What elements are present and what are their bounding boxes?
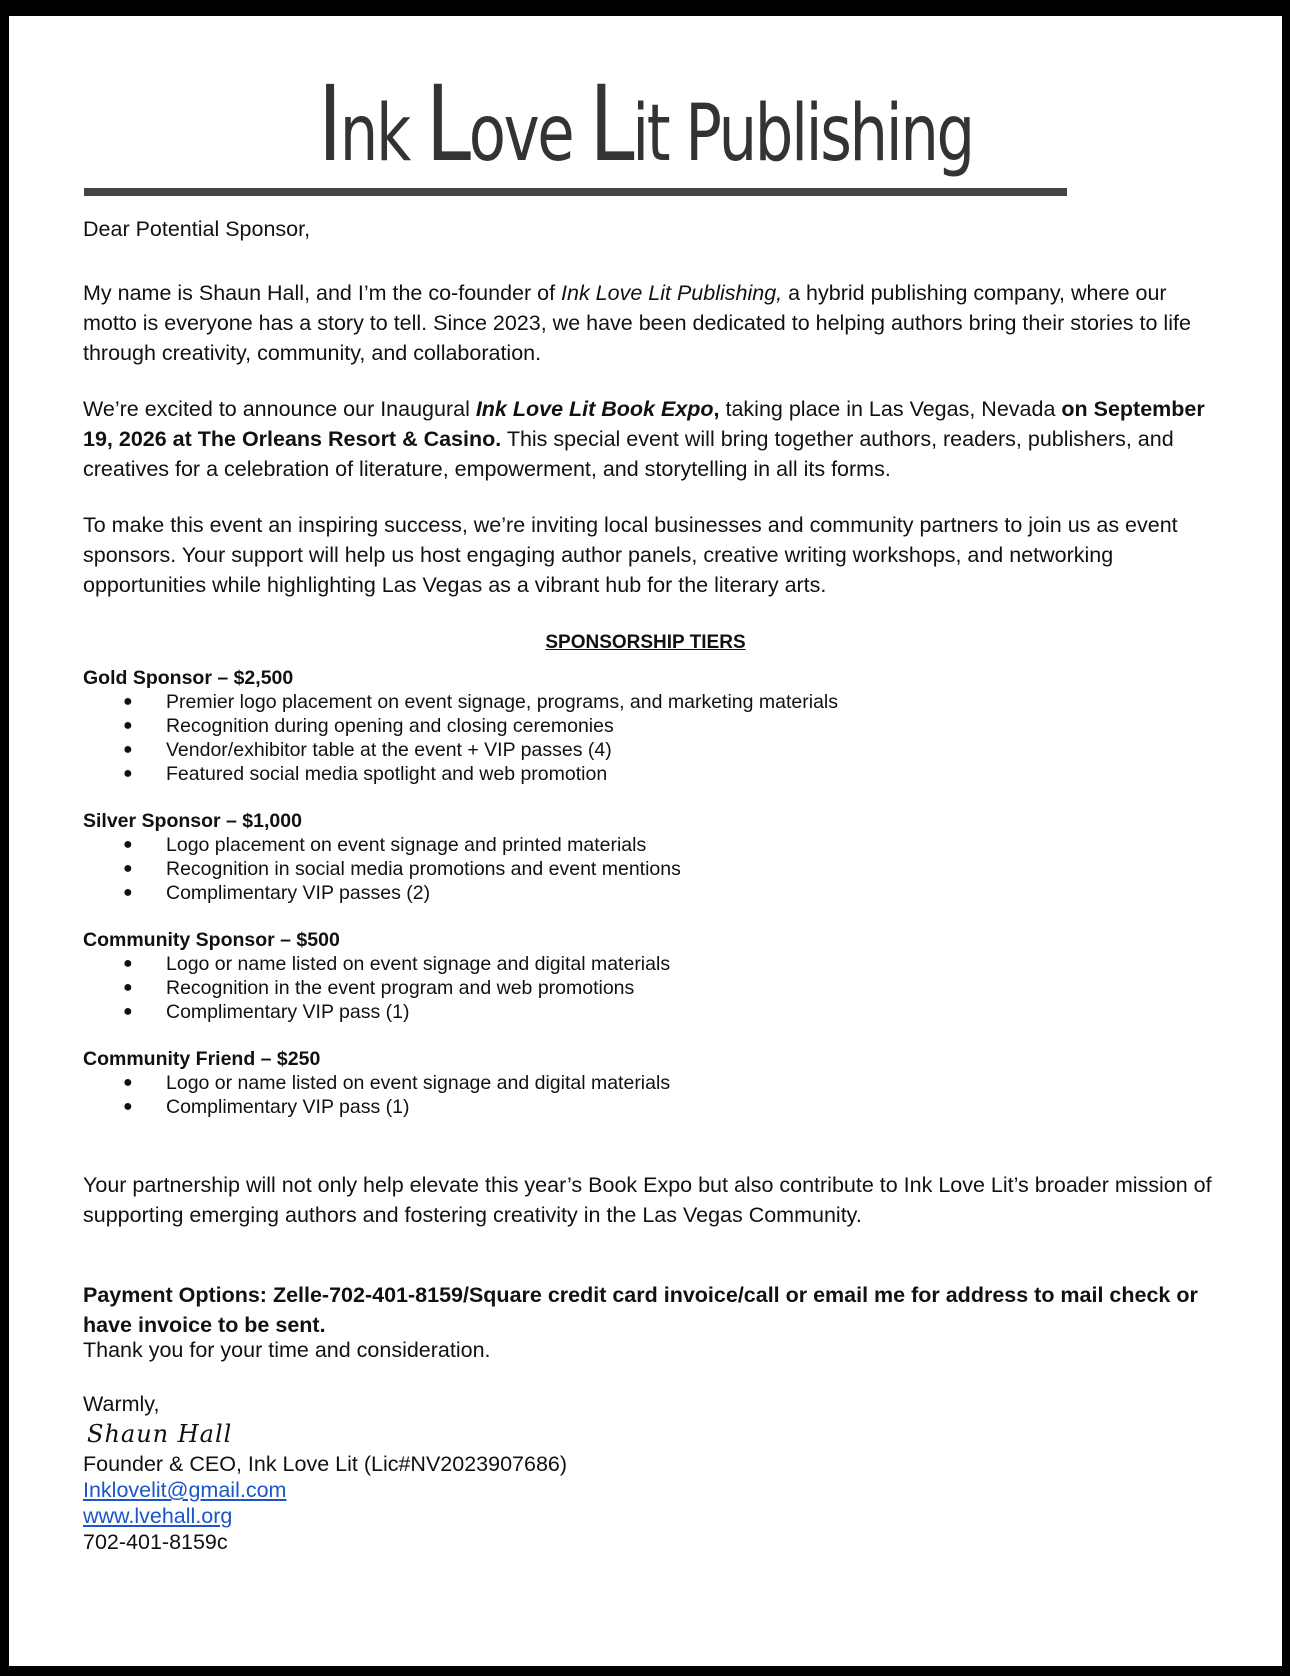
signature-block bbox=[83, 1391, 567, 1555]
intro-paragraph bbox=[83, 278, 1223, 368]
sponsorship-tiers-heading: SPONSORSHIP TIERS bbox=[545, 632, 746, 653]
tier-name: Community Friend – $250 bbox=[83, 1048, 321, 1070]
website-link[interactable]: www.lvehall.org bbox=[83, 1504, 233, 1528]
text-run: a hybrid publishing company, where our motto is everyone has a story to tell. Since 2023, we have been dedicated to helping authors bring their stories to life through creativity, community, and collaboration. bbox=[83, 281, 1191, 365]
payment-options: Payment Options: Zelle-702-401-8159/Square credit card invoice/call or email me for address to mail check or have invoice to be sent. bbox=[83, 1283, 1198, 1337]
text-run: on September 19, 2026 at The Orleans Resort & Casino. bbox=[83, 397, 1205, 451]
tier-benefits bbox=[83, 952, 1223, 1024]
title-part: nk bbox=[339, 89, 426, 179]
bullet-icon: ● bbox=[123, 836, 133, 853]
text-run: taking place in Las Vegas, Nevada bbox=[719, 397, 1062, 421]
benefit-item bbox=[83, 738, 1223, 762]
benefit-item bbox=[83, 762, 1223, 786]
title-part: L bbox=[589, 63, 633, 185]
tier bbox=[83, 809, 1223, 905]
text-run: My name is Shaun Hall, and I’m the co-founder of bbox=[83, 281, 562, 305]
bullet-icon: ● bbox=[123, 741, 133, 758]
title-part: ove bbox=[468, 89, 590, 179]
closing: Warmly, bbox=[83, 1392, 160, 1416]
benefit-text: Complimentary VIP pass (1) bbox=[166, 1096, 410, 1118]
benefit-item bbox=[83, 976, 1223, 1000]
text-run: Ink Love Lit Book Expo bbox=[475, 397, 714, 421]
thank-you-line: Thank you for your time and consideration. bbox=[83, 1338, 491, 1362]
sponsor-invite-paragraph: To make this event an inspiring success, we’re inviting local businesses and community partners to join us as event sponsors. Your support will help us host engaging author panels, creative writing workshops, and networking opportunities while highlighting Las Vegas as a vibrant hub for the literary arts. bbox=[83, 513, 1178, 597]
partnership-paragraph: Your partnership will not only help elevate this year’s Book Expo but also contribute to Ink Love Lit’s broader mission of supporting emerging authors and fostering creativity in the Las Vegas Community. bbox=[83, 1173, 1212, 1227]
tier-benefits bbox=[83, 833, 1223, 905]
text-run: We’re excited to announce our Inaugural bbox=[83, 397, 476, 421]
benefit-item bbox=[83, 833, 1223, 857]
benefit-text: Complimentary VIP passes (2) bbox=[166, 882, 431, 904]
bullet-icon: ● bbox=[123, 884, 133, 901]
title-part: L bbox=[425, 63, 469, 185]
letter-page bbox=[9, 16, 1282, 1666]
bullet-icon: ● bbox=[123, 693, 133, 710]
benefit-item bbox=[83, 1000, 1223, 1024]
benefit-text: Recognition in social media promotions and event mentions bbox=[166, 858, 681, 880]
bullet-icon: ● bbox=[123, 979, 133, 996]
benefit-item bbox=[83, 690, 1223, 714]
benefit-text: Logo or name listed on event signage and digital materials bbox=[166, 953, 671, 975]
email-link[interactable]: Inklovelit@gmail.com bbox=[83, 1478, 287, 1502]
expo-paragraph bbox=[83, 394, 1223, 484]
bullet-icon: ● bbox=[123, 955, 133, 972]
title-part: I bbox=[318, 63, 340, 185]
text-run: This special event will bring together authors, readers, publishers, and creatives for a celebration of literature, empowerment, and storytelling in all its forms. bbox=[83, 427, 1174, 481]
header-divider bbox=[84, 188, 1067, 196]
tier-name: Silver Sponsor – $1,000 bbox=[83, 810, 302, 832]
benefit-item bbox=[83, 714, 1223, 738]
tier-name: Community Sponsor – $500 bbox=[83, 929, 340, 951]
benefit-text: Complimentary VIP pass (1) bbox=[166, 1001, 410, 1023]
benefit-text: Logo placement on event signage and printed materials bbox=[166, 834, 647, 856]
benefit-text: Featured social media spotlight and web promotion bbox=[166, 763, 608, 785]
benefit-text: Premier logo placement on event signage, programs, and marketing materials bbox=[166, 691, 839, 713]
text-run: Ink Love Lit Publishing, bbox=[561, 281, 783, 305]
tier bbox=[83, 1047, 1223, 1119]
tier bbox=[83, 928, 1223, 1024]
tier-benefits bbox=[83, 690, 1223, 786]
signer-title: Founder & CEO, Ink Love Lit (Lic#NV2023907686) bbox=[83, 1452, 568, 1476]
tier-benefits bbox=[83, 1071, 1223, 1119]
benefit-item bbox=[83, 857, 1223, 881]
bullet-icon: ● bbox=[123, 765, 133, 782]
phone-number: 702-401-8159c bbox=[83, 1530, 228, 1554]
benefit-text: Recognition during opening and closing ceremonies bbox=[166, 715, 614, 737]
tier-name: Gold Sponsor – $2,500 bbox=[83, 667, 294, 689]
benefit-item bbox=[83, 952, 1223, 976]
salutation: Dear Potential Sponsor, bbox=[83, 217, 311, 241]
tier bbox=[83, 666, 1223, 786]
text-run: , bbox=[713, 397, 720, 421]
benefit-item bbox=[83, 881, 1223, 905]
benefit-text: Logo or name listed on event signage and digital materials bbox=[166, 1072, 671, 1094]
letterhead-title bbox=[149, 63, 1142, 185]
sponsorship-tiers-list bbox=[83, 666, 1223, 1142]
bullet-icon: ● bbox=[123, 1098, 133, 1115]
bullet-icon: ● bbox=[123, 717, 133, 734]
benefit-text: Vendor/exhibitor table at the event + VIP passes (4) bbox=[166, 739, 612, 761]
bullet-icon: ● bbox=[123, 860, 133, 877]
benefit-item bbox=[83, 1095, 1223, 1119]
bullet-icon: ● bbox=[123, 1074, 133, 1091]
benefit-text: Recognition in the event program and web promotions bbox=[166, 977, 635, 999]
benefit-item bbox=[83, 1071, 1223, 1095]
title-part: it Publishing bbox=[632, 89, 973, 179]
bullet-icon: ● bbox=[123, 1003, 133, 1020]
handwritten-signature: Shaun Hall bbox=[87, 1420, 233, 1448]
